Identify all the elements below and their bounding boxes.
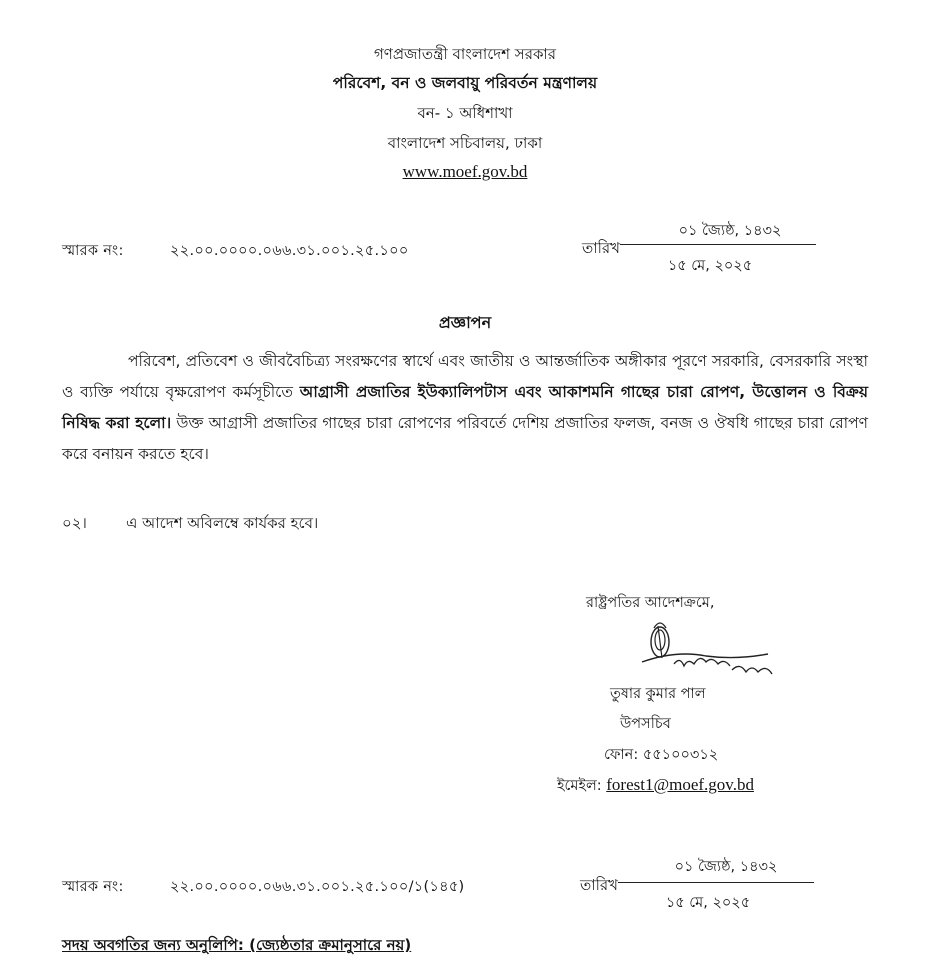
paragraph-bold-text: আগ্রাসী প্রজাতির ইউক্যালিপটাস এবং আকাশমনি গাছের চারা রোপণ, উত্তোলন ও বিক্রয় নিষিদ্ধ করা হলো।: [62, 383, 868, 432]
memo-label-2: স্মারক নং:: [62, 879, 124, 895]
date-bangla-2: ০১ জ্যৈষ্ঠ, ১৪৩২: [674, 859, 778, 875]
signatory-designation: উপসচিব: [620, 716, 671, 732]
paragraph-text-start: পরিবেশ, প্রতিবেশ ও জীববৈচিত্র্য সংরক্ষণের স্বার্থে এবং জাতীয় ও আন্তর্জাতিক অঙ্গীকার পূরণে সরকারি, বেসরকারি সংস্থা ও ব্যক্তি পর্যায়ে বৃক্ষরোপণ কর্মসূচীতে: [62, 352, 868, 401]
notification-title: প্রজ্ঞাপন: [438, 313, 492, 332]
paragraph-2-number: ০২।: [62, 514, 87, 532]
phone-label: ফোন:: [604, 747, 639, 763]
date-divider-2: [618, 882, 814, 883]
government-name: গণপ্রজাতন্ত্রী বাংলাদেশ সরকার: [373, 45, 557, 63]
date-english: ১৫ মে, ২০২৫: [667, 258, 753, 274]
date-label-2: তারিখ: [580, 876, 618, 894]
date-bangla: ০১ জ্যৈষ্ঠ, ১৪৩২: [678, 223, 782, 239]
signatory-name: তুষার কুমার পাল: [610, 686, 706, 702]
copy-heading: সদয় অবগতির জন্য অনুলিপি: (জ্যেষ্ঠতার ক্রমানুসারে নয়): [62, 936, 412, 954]
date-english-2: ১৫ মে, ২০২৫: [665, 895, 751, 911]
body-paragraph-1: [62, 346, 868, 470]
office-address: বাংলাদেশ সচিবালয়, ঢাকা: [387, 134, 543, 152]
paragraph-2-text: এ আদেশ অবিলম্বে কার্যকর হবে।: [126, 514, 319, 532]
email-line: [557, 774, 754, 797]
ministry-name: পরিবেশ, বন ও জলবায়ু পরিবর্তন মন্ত্রণালয়: [332, 74, 598, 92]
website-link[interactable]: www.moef.gov.bd: [402, 162, 528, 181]
email-link[interactable]: forest1@moef.gov.bd: [606, 775, 754, 794]
memo-label: স্মারক নং:: [62, 243, 124, 259]
branch-name: বন- ১ অধিশাখা: [417, 104, 513, 122]
signature-image: [636, 616, 786, 686]
date-label: তারিখ: [582, 239, 620, 257]
memo-number: ২২.০০.০০০০.০৬৬.৩১.০০১.২৫.১০০: [170, 243, 409, 259]
date-divider: [620, 244, 816, 245]
paragraph-text-end: উক্ত আগ্রাসী প্রজাতির গাছের চারা রোপণের পরিবর্তে দেশিয় প্রজাতির ফলজ, বনজ ও ঔষধি গাছের চারা রোপণ করে বনায়ন করতে হবে।: [62, 414, 868, 463]
order-line: রাষ্ট্রপতির আদেশক্রমে,: [586, 595, 715, 611]
phone-line: [604, 744, 718, 766]
memo-number-2: ২২.০০.০০০০.০৬৬.৩১.০০১.২৫.১০০/১(১৪৫): [170, 879, 465, 895]
phone-number: ৫৫১০০৩১২: [642, 747, 719, 763]
email-label: ইমেইল:: [557, 778, 602, 794]
